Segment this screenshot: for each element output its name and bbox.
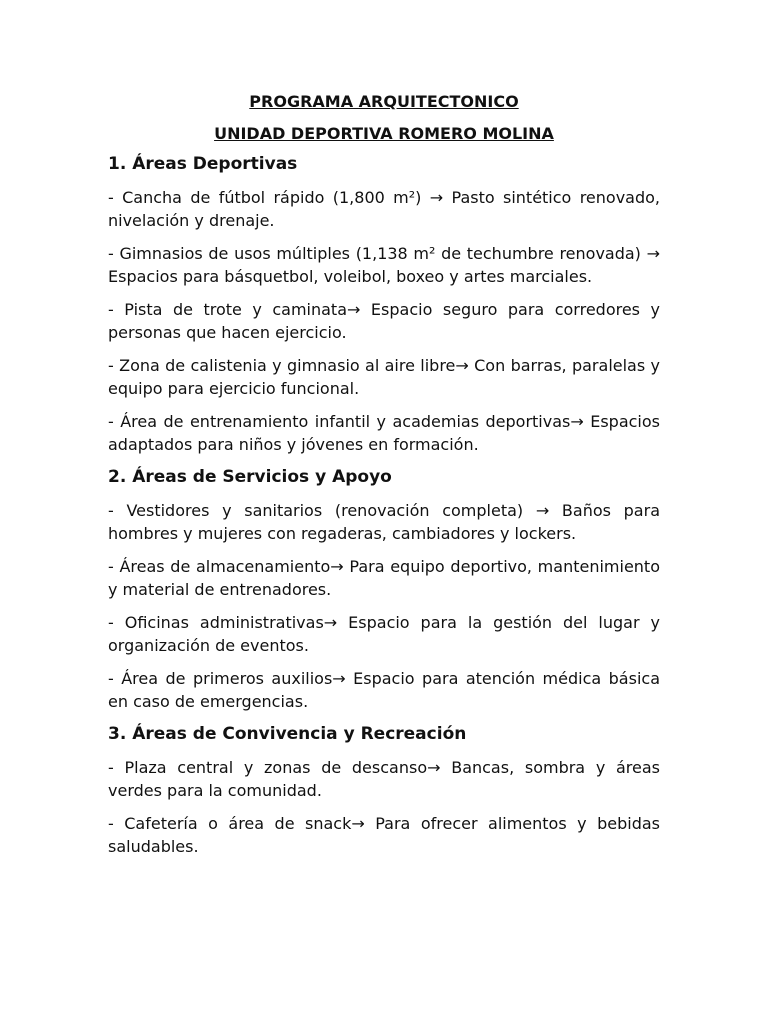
- section-heading-areas-deportivas: 1. Áreas Deportivas: [108, 154, 298, 174]
- list-item: - Cafetería o área de snack→ Para ofrecer alimentos y bebidas saludables.: [108, 814, 660, 856]
- list-item: - Gimnasios de usos múltiples (1,138 m² de techumbre renovada) → Espacios para básquetbol, voleibol, boxeo y artes marciales.: [108, 244, 660, 286]
- list-item: - Zona de calistenia y gimnasio al aire libre→ Con barras, paralelas y equipo para ejercicio funcional.: [108, 356, 660, 398]
- list-item: - Área de entrenamiento infantil y academias deportivas→ Espacios adaptados para niños y jóvenes en formación.: [108, 412, 660, 454]
- document-title: PROGRAMA ARQUITECTONICO: [249, 92, 519, 111]
- document-page: [108, 90, 660, 868]
- document-subtitle: UNIDAD DEPORTIVA ROMERO MOLINA: [214, 124, 554, 143]
- list-item: - Cancha de fútbol rápido (1,800 m²) → Pasto sintético renovado, nivelación y drenaje.: [108, 188, 660, 230]
- list-item: - Oficinas administrativas→ Espacio para la gestión del lugar y organización de eventos.: [108, 613, 660, 655]
- list-item: - Áreas de almacenamiento→ Para equipo deportivo, mantenimiento y material de entrenadores.: [108, 557, 660, 599]
- list-item: - Área de primeros auxilios→ Espacio para atención médica básica en caso de emergencias.: [108, 669, 660, 711]
- section-heading-servicios-apoyo: 2. Áreas de Servicios y Apoyo: [108, 467, 392, 487]
- list-item: - Vestidores y sanitarios (renovación completa) → Baños para hombres y mujeres con regaderas, cambiadores y lockers.: [108, 501, 660, 543]
- section-heading-convivencia-recreacion: 3. Áreas de Convivencia y Recreación: [108, 724, 467, 744]
- list-item: - Pista de trote y caminata→ Espacio seguro para corredores y personas que hacen ejercicio.: [108, 300, 660, 342]
- list-item: - Plaza central y zonas de descanso→ Bancas, sombra y áreas verdes para la comunidad.: [108, 758, 660, 800]
